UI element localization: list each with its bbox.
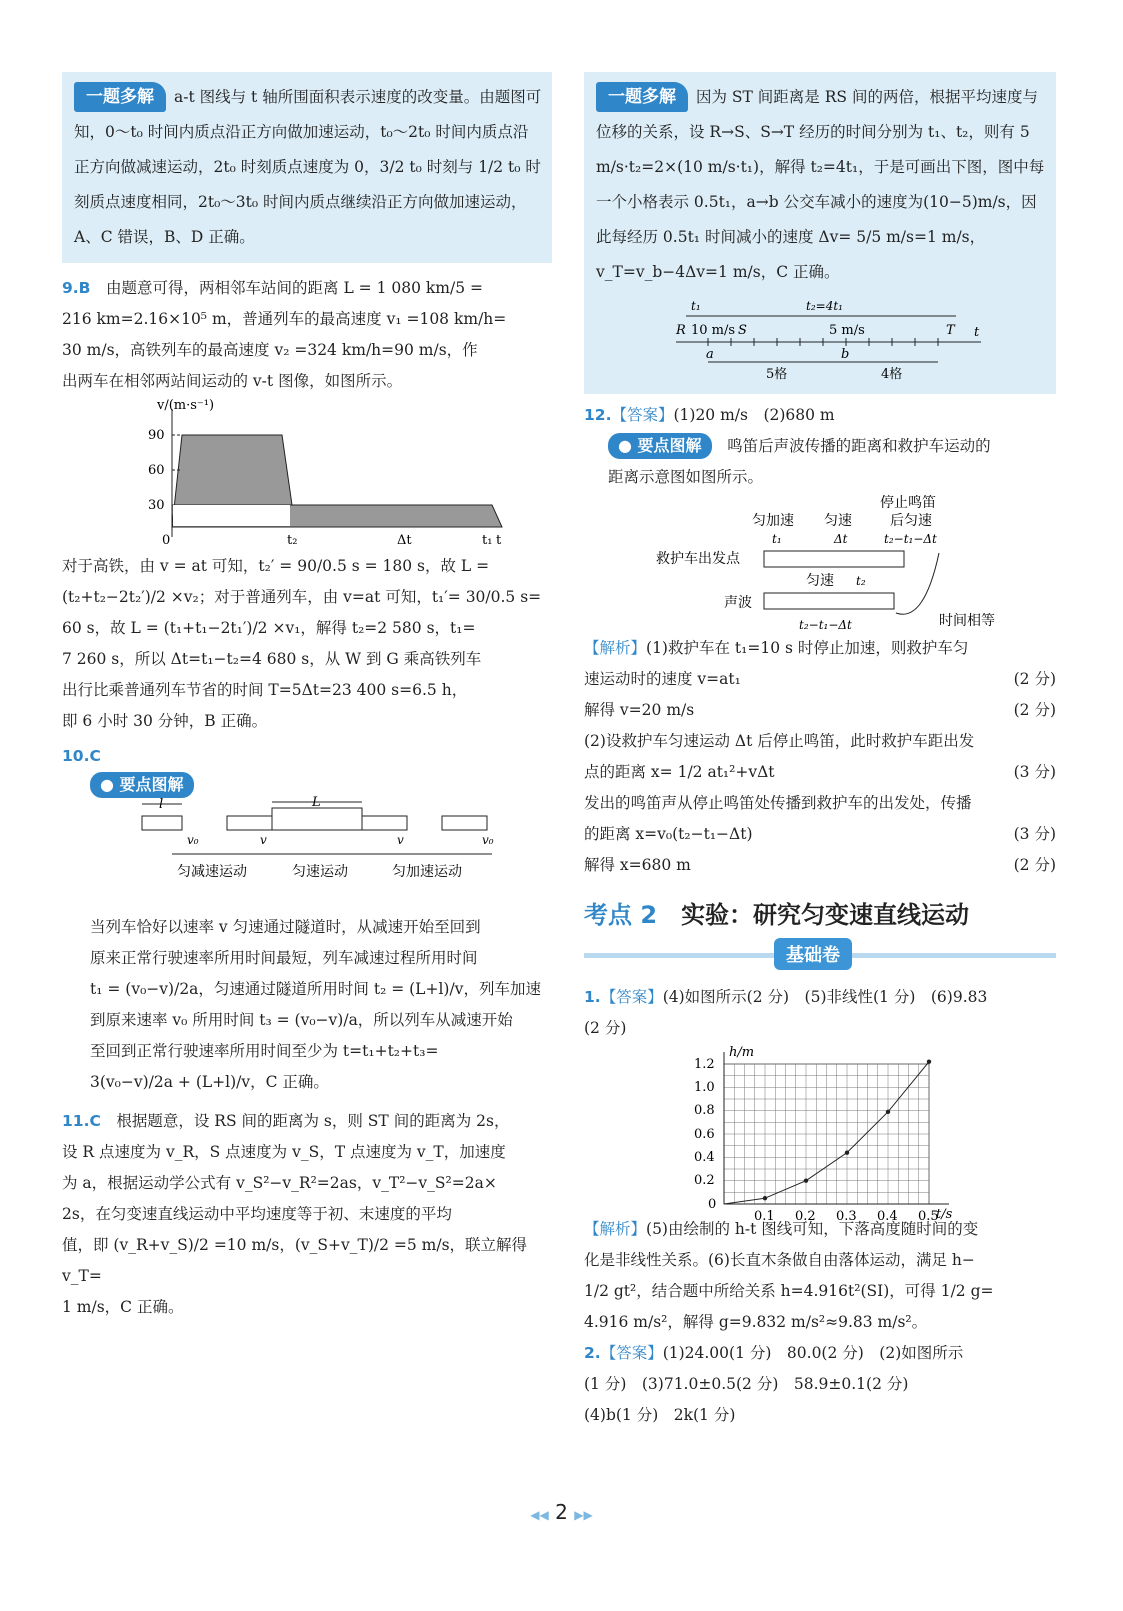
l-label: l xyxy=(159,797,164,812)
right-column xyxy=(584,72,1056,1431)
box-text: 因为 ST 间距离是 RS 间的两倍，根据平均速度与位移的关系，设 R→S、S→T 经历的时间分别为 t₁、t₂，则有 5 m/s·t₂=2×(10 m/s·t₁)，解得 t₂=4t₁，于是可画出下图，图中每一个小格表示 0.5t₁，a→b 公交车减小的速度为(10−5)m/s，因此每经历 0.5t₁ 时间减小的速度 Δv= 5/5 m/s=1 m/s，v_T=v_b−4Δv=1 m/s，C 正确。 xyxy=(596,88,1045,281)
key-diagram-pill: ● 要点图解 xyxy=(608,433,712,459)
q9-line: (t₂+t₂−2t₂′)/2 ×v₂；对于普通列车，由 v=at 可知，t₁′= 30/0.5 s= xyxy=(62,588,542,606)
v-label: v xyxy=(260,833,267,847)
y-tick: 1.2 xyxy=(694,1057,715,1072)
q12-line: 解得 v=20 m/s xyxy=(584,701,695,719)
T-label: T xyxy=(946,323,955,338)
L-label: L xyxy=(312,795,321,810)
x-axis-label: t/s xyxy=(936,1207,953,1222)
q1-line: 1/2 gt²，结合题中所给关系 h=4.916t²(SI)，可得 1/2 g= xyxy=(584,1282,994,1300)
page-footer xyxy=(0,1500,1123,1524)
t2t1dt-label: t₂−t₁−Δt xyxy=(884,532,937,546)
equal-arrow xyxy=(896,553,939,614)
q12-line: 解得 x=680 m xyxy=(584,856,691,874)
train-block xyxy=(442,816,487,830)
tunnel-diagram xyxy=(132,795,512,888)
t-axis-label: t xyxy=(974,325,980,340)
q1-line: 4.916 m/s²，解得 g=9.832 m/s²≈9.83 m/s²。 xyxy=(584,1313,928,1331)
uni2-label: 匀速 xyxy=(806,573,834,589)
siren-diagram xyxy=(584,493,1024,633)
v0-label: v₀ xyxy=(482,833,494,847)
q1-answer2: (2 分) xyxy=(584,1019,627,1037)
dt-label: Δt xyxy=(834,532,848,546)
x-tick: 0.2 xyxy=(795,1209,816,1224)
start-label: 救护车出发点 xyxy=(656,551,740,567)
y-axis-label: h/m xyxy=(729,1045,755,1060)
x-tick: 0.3 xyxy=(836,1209,857,1224)
train-block xyxy=(227,816,272,830)
data-point xyxy=(927,1059,931,1063)
v5-label: 5 m/s xyxy=(829,323,865,338)
q9-line: 即 6 小时 30 分钟，B 正确。 xyxy=(62,712,268,730)
y-tick-90: 90 xyxy=(148,428,165,443)
vt-graph xyxy=(82,397,502,547)
multi-solution-tag: 一题多解 xyxy=(74,82,166,112)
y-axis-label: v/(m·s⁻¹) xyxy=(157,398,215,413)
data-point xyxy=(763,1196,767,1200)
question-12 xyxy=(584,400,1056,881)
q10-number: 10.C xyxy=(62,747,101,765)
left-column xyxy=(62,72,552,1323)
q10-line: t₁ = (v₀−v)/2a，匀速通过隧道所用时间 t₂ = (L+l)/v，列车加速 xyxy=(90,980,541,998)
prev-page-icon: ◀◀ xyxy=(530,1508,549,1522)
data-point xyxy=(804,1178,808,1182)
y-tick-60: 60 xyxy=(148,463,165,478)
x-tick: 0.5 xyxy=(918,1209,939,1224)
overlap-white xyxy=(173,505,290,526)
t1-label: t₁ xyxy=(772,532,782,546)
stop-label: 停止鸣笛 xyxy=(880,495,936,511)
y-tick: 0.4 xyxy=(694,1150,715,1165)
t1-label: t₁ xyxy=(691,299,701,313)
question-1 xyxy=(584,982,1056,1338)
q9-line: 出行比乘普通列车节省的时间 T=5Δt=23 400 s=6.5 h， xyxy=(62,681,468,699)
level-band xyxy=(584,938,1056,972)
q1-line: 化是非线性关系。(6)长直木条做自由落体运动，满足 h− xyxy=(584,1251,975,1269)
q9-number: 9.B xyxy=(62,279,91,297)
x-tick-0: 0 xyxy=(162,533,171,548)
q1-answer: (4)如图所示(2 分) (5)非线性(1 分) (6)9.83 xyxy=(662,988,988,1006)
ht-graph xyxy=(584,1044,1024,1224)
q11-line: 根据题意，设 RS 间的距离为 s，则 ST 间的距离为 2s， xyxy=(116,1112,510,1130)
grid-4-label: 4格 xyxy=(881,367,903,382)
q2-number: 2. xyxy=(584,1344,601,1362)
q9-line: 30 m/s，高铁列车的最高速度 v₂ =324 km/h=90 m/s，作 xyxy=(62,341,478,359)
level-label: 基础卷 xyxy=(774,938,852,970)
v-label: v xyxy=(397,833,404,847)
analysis-tag: 【解析】 xyxy=(584,639,647,657)
a-label: a xyxy=(706,347,714,362)
t2-label: t₂=4t₁ xyxy=(806,299,843,313)
q11-number: 11.C xyxy=(62,1112,101,1130)
q11-line: 1 m/s，C 正确。 xyxy=(62,1298,184,1316)
x-tick-t1: t₁ xyxy=(482,533,493,548)
score: (2 分) xyxy=(1013,856,1056,874)
phase-uniform: 匀速运动 xyxy=(292,864,348,880)
q10-line: 到原来速率 v₀ 所用时间 t₃ = (v₀−v)/a，所以列车从减速开始 xyxy=(90,1011,513,1029)
R-label: R xyxy=(676,323,686,338)
q12-line: 点的距离 x= 1/2 at₁²+vΔt xyxy=(584,763,775,781)
section-title-text: 实验：研究匀变速直线运动 xyxy=(681,901,970,929)
q12-line: (1)救护车在 t₁=10 s 时停止加速，则救护车匀 xyxy=(646,639,969,657)
q9-line: 出两车在相邻两站间运动的 v-t 图像，如图所示。 xyxy=(62,372,403,390)
q11-line: 为 a，根据运动学公式有 v_S²−v_R²=2as，v_T²−v_S²=2a× xyxy=(62,1174,497,1192)
wave-label: 声波 xyxy=(724,595,752,611)
page-number: 2 xyxy=(555,1500,568,1524)
next-page-icon: ▶▶ xyxy=(574,1508,593,1522)
pill-label: 要点图解 xyxy=(637,436,702,455)
q1-number: 1. xyxy=(584,988,601,1006)
t2t1dt-label: t₂−t₁−Δt xyxy=(799,618,852,632)
x-tick-t: t xyxy=(496,533,502,548)
score: (3 分) xyxy=(1013,763,1056,781)
y-tick: 1.0 xyxy=(694,1080,715,1095)
x-tick: 0.4 xyxy=(877,1209,898,1224)
q9-line: 对于高铁，由 v = at 可知，t₂′ = 90/0.5 s = 180 s，故 L = xyxy=(62,557,490,575)
question-10 xyxy=(62,741,552,1098)
data-point xyxy=(845,1150,849,1154)
wave-path xyxy=(764,593,894,609)
q1-line: (5)由绘制的 h-t 图线可知，下落高度随时间的变 xyxy=(646,1220,979,1238)
question-2 xyxy=(584,1338,1056,1431)
x-tick-t2: t₂ xyxy=(287,533,298,548)
y-tick: 0.2 xyxy=(694,1173,715,1188)
section-key: 考点 2 xyxy=(584,901,658,929)
phase-decel: 匀减速运动 xyxy=(177,864,247,880)
grid-5-label: 5格 xyxy=(766,367,788,382)
tunnel xyxy=(272,808,362,830)
y-tick: 0.6 xyxy=(694,1127,715,1142)
q10-line: 3(v₀−v)/2a + (L+l)/v，C 正确。 xyxy=(90,1073,329,1091)
question-9 xyxy=(62,273,552,737)
score: (2 分) xyxy=(1013,701,1056,719)
q12-line: 发出的鸣笛声从停止鸣笛处传播到救护车的出发处，传播 xyxy=(584,794,972,812)
b-label: b xyxy=(841,347,850,362)
q12-line: 速运动时的速度 v=at₁ xyxy=(584,670,741,688)
q11-line: 设 R 点速度为 v_R，S 点速度为 v_S，T 点速度为 v_T，加速度 xyxy=(62,1143,506,1161)
v0-label: v₀ xyxy=(187,833,199,847)
section-title xyxy=(584,895,1056,930)
score: (2 分) xyxy=(1013,670,1056,688)
acc-label: 匀加速 xyxy=(752,513,794,529)
q12-number: 12. xyxy=(584,406,612,424)
bus-grid-diagram xyxy=(596,296,1036,386)
q10-line: 至回到正常行驶速率所用时间至少为 t=t₁+t₂+t₃= xyxy=(90,1042,439,1060)
same-label: 时间相等 xyxy=(939,613,995,629)
after-label: 后匀速 xyxy=(890,513,932,529)
answer-tag: 【答案】 xyxy=(611,406,674,424)
uni-label: 匀速 xyxy=(824,513,852,529)
analysis-tag: 【解析】 xyxy=(584,1220,647,1238)
q2-line: (4)b(1 分) 2k(1 分) xyxy=(584,1406,736,1424)
pill-label: 要点图解 xyxy=(119,775,184,794)
q12-answer: (1)20 m/s (2)680 m xyxy=(673,406,835,424)
answer-tag: 【答案】 xyxy=(600,988,663,1006)
key-diagram-pill: ● 要点图解 xyxy=(90,772,194,798)
y-tick-30: 30 xyxy=(148,498,165,513)
multi-solution-tag: 一题多解 xyxy=(596,82,688,112)
grid xyxy=(724,1064,929,1204)
y-tick: 0 xyxy=(708,1197,717,1212)
q9-line: 7 260 s，所以 Δt=t₁−t₂=4 680 s，从 W 到 G 乘高铁列车 xyxy=(62,650,482,668)
q12-line: 鸣笛后声波传播的距离和救护车运动的 xyxy=(727,437,991,455)
question-11 xyxy=(62,1106,552,1323)
q2-line: (1 分) (3)71.0±0.5(2 分) 58.9±0.1(2 分) xyxy=(584,1375,909,1393)
q12-line: 距离示意图如图所示。 xyxy=(608,468,764,486)
q12-line: 的距离 x=v₀(t₂−t₁−Δt) xyxy=(584,825,753,843)
q12-line: (2)设救护车匀速运动 Δt 后停止鸣笛，此时救护车距出发 xyxy=(584,732,975,750)
x-tick: 0.1 xyxy=(754,1209,775,1224)
S-label: S xyxy=(738,323,747,338)
train-block xyxy=(362,816,407,830)
q9-line: 60 s，故 L = (t₁+t₁−2t₁′)/2 ×v₁，解得 t₂=2 580 s，t₁= xyxy=(62,619,476,637)
q9-line: 216 km=2.16×10⁵ m，普通列车的最高速度 v₁ =108 km/h= xyxy=(62,310,507,328)
car-path xyxy=(764,551,904,567)
train-block xyxy=(142,816,182,830)
multi-solution-box-right xyxy=(584,72,1056,394)
v10-label: 10 m/s xyxy=(691,323,736,338)
y-tick: 0.8 xyxy=(694,1103,715,1118)
q9-line: 由题意可得，两相邻车站间的距离 L = 1 080 km/5 = xyxy=(106,279,483,297)
x-tick-dt: Δt xyxy=(397,533,412,548)
answer-tag: 【答案】 xyxy=(600,1344,663,1362)
t2-label: t₂ xyxy=(856,574,866,588)
box-text: a-t 图线与 t 轴所围面积表示速度的改变量。由题图可知，0～t₀ 时间内质点沿正方向做加速运动，t₀～2t₀ 时间内质点沿正方向做减速运动，2t₀ 时刻质点速度为 0，3/2 t₀ 时刻与 1/2 t₀ 时刻质点速度相同，2t₀～3t₀ 时间内质点继续沿正方向做加速运动，A、C 错误，B、D 正确。 xyxy=(74,88,542,246)
q11-line: 2s，在匀变速直线运动中平均速度等于初、末速度的平均 xyxy=(62,1205,452,1223)
score: (3 分) xyxy=(1013,825,1056,843)
q10-line: 当列车恰好以速率 v 匀速通过隧道时，从减速开始至回到 xyxy=(90,918,481,936)
data-point xyxy=(886,1110,890,1114)
q2-line: (1)24.00(1 分) 80.0(2 分) (2)如图所示 xyxy=(662,1344,964,1362)
multi-solution-box-left xyxy=(62,72,552,263)
phase-accel: 匀加速运动 xyxy=(392,864,462,880)
q10-line: 原来正常行驶速率所用时间最短，列车减速过程所用时间 xyxy=(90,949,478,967)
q11-line: 值，即 (v_R+v_S)/2 =10 m/s，(v_S+v_T)/2 =5 m/s，联立解得 v_T= xyxy=(62,1236,528,1285)
